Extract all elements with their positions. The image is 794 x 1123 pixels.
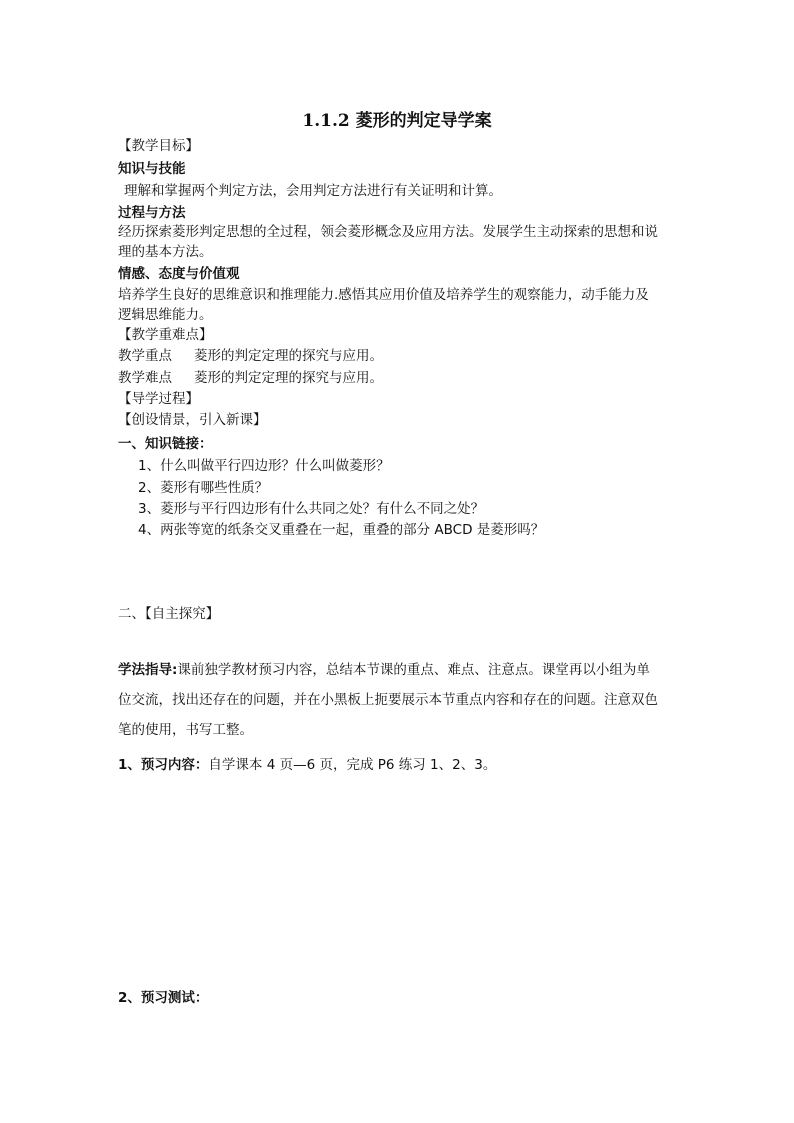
process-heading: 过程与方法 xyxy=(118,205,186,221)
guide-text-1: 课前独学教材预习内容，总结本节课的重点、难点、注意点。课堂再以小组为单 xyxy=(177,662,650,678)
process-text-line-1: 经历探索菱形判定思想的全过程，领会菱形概念及应用方法。发展学生主动探索的思想和说 xyxy=(118,224,658,240)
guide-line-2: 位交流，找出还存在的问题，并在小黑板上扼要展示本节重点内容和存在的问题。注意双色 xyxy=(118,692,658,708)
preview-text: 自学课本 4 页—6 页，完成 P6 练习 1、2、3。 xyxy=(208,757,497,773)
guide-label: 学法指导: xyxy=(118,662,178,678)
guide-line-1 xyxy=(118,660,683,680)
knowledge-link-heading: 一、知识链接： xyxy=(118,436,213,452)
scenario-heading: 【创设情景，引入新课】 xyxy=(118,412,267,428)
objectives-heading: 【教学目标】 xyxy=(118,138,199,154)
key-point-label: 教学重点 xyxy=(118,348,172,364)
emotion-heading: 情感、态度与价值观 xyxy=(118,266,240,282)
key-heading: 【教学重难点】 xyxy=(118,327,213,343)
difficulty-label: 教学难点 xyxy=(118,370,172,386)
emotion-text-line-2: 逻辑思维能力。 xyxy=(118,307,213,323)
preview-label: 1、预习内容： xyxy=(118,757,209,773)
key-point-text: 菱形的判定定理的探究与应用。 xyxy=(194,348,383,364)
guide-line-3: 笔的使用，书写工整。 xyxy=(118,722,253,738)
process-text-line-2: 理的基本方法。 xyxy=(118,244,213,260)
preview-content-line xyxy=(118,755,683,775)
guide-process-heading: 【导学过程】 xyxy=(118,391,199,407)
knowledge-text: 理解和掌握两个判定方法，会用判定方法进行有关证明和计算。 xyxy=(124,183,502,199)
link-item-2: 2、菱形有哪些性质？ xyxy=(138,480,269,496)
page-title: 1.1.2 菱形的判定导学案 xyxy=(302,111,492,131)
difficulty-text: 菱形的判定定理的探究与应用。 xyxy=(194,370,383,386)
preview-test-label: 2、预习测试： xyxy=(118,990,209,1006)
key-point-row xyxy=(118,346,683,366)
link-item-1: 1、什么叫做平行四边形？什么叫做菱形？ xyxy=(138,458,390,474)
emotion-text-line-1: 培养学生良好的思维意识和推理能力.感悟其应用价值及培养学生的观察能力，动手能力及 xyxy=(118,287,649,303)
link-item-3: 3、菱形与平行四边形有什么共同之处？有什么不同之处？ xyxy=(138,501,485,517)
difficulty-row xyxy=(118,368,683,388)
link-item-4: 4、两张等宽的纸条交叉重叠在一起，重叠的部分 ABCD 是菱形吗？ xyxy=(138,522,545,538)
explore-heading: 二、【自主探究】 xyxy=(118,606,220,622)
knowledge-heading: 知识与技能 xyxy=(118,161,186,177)
